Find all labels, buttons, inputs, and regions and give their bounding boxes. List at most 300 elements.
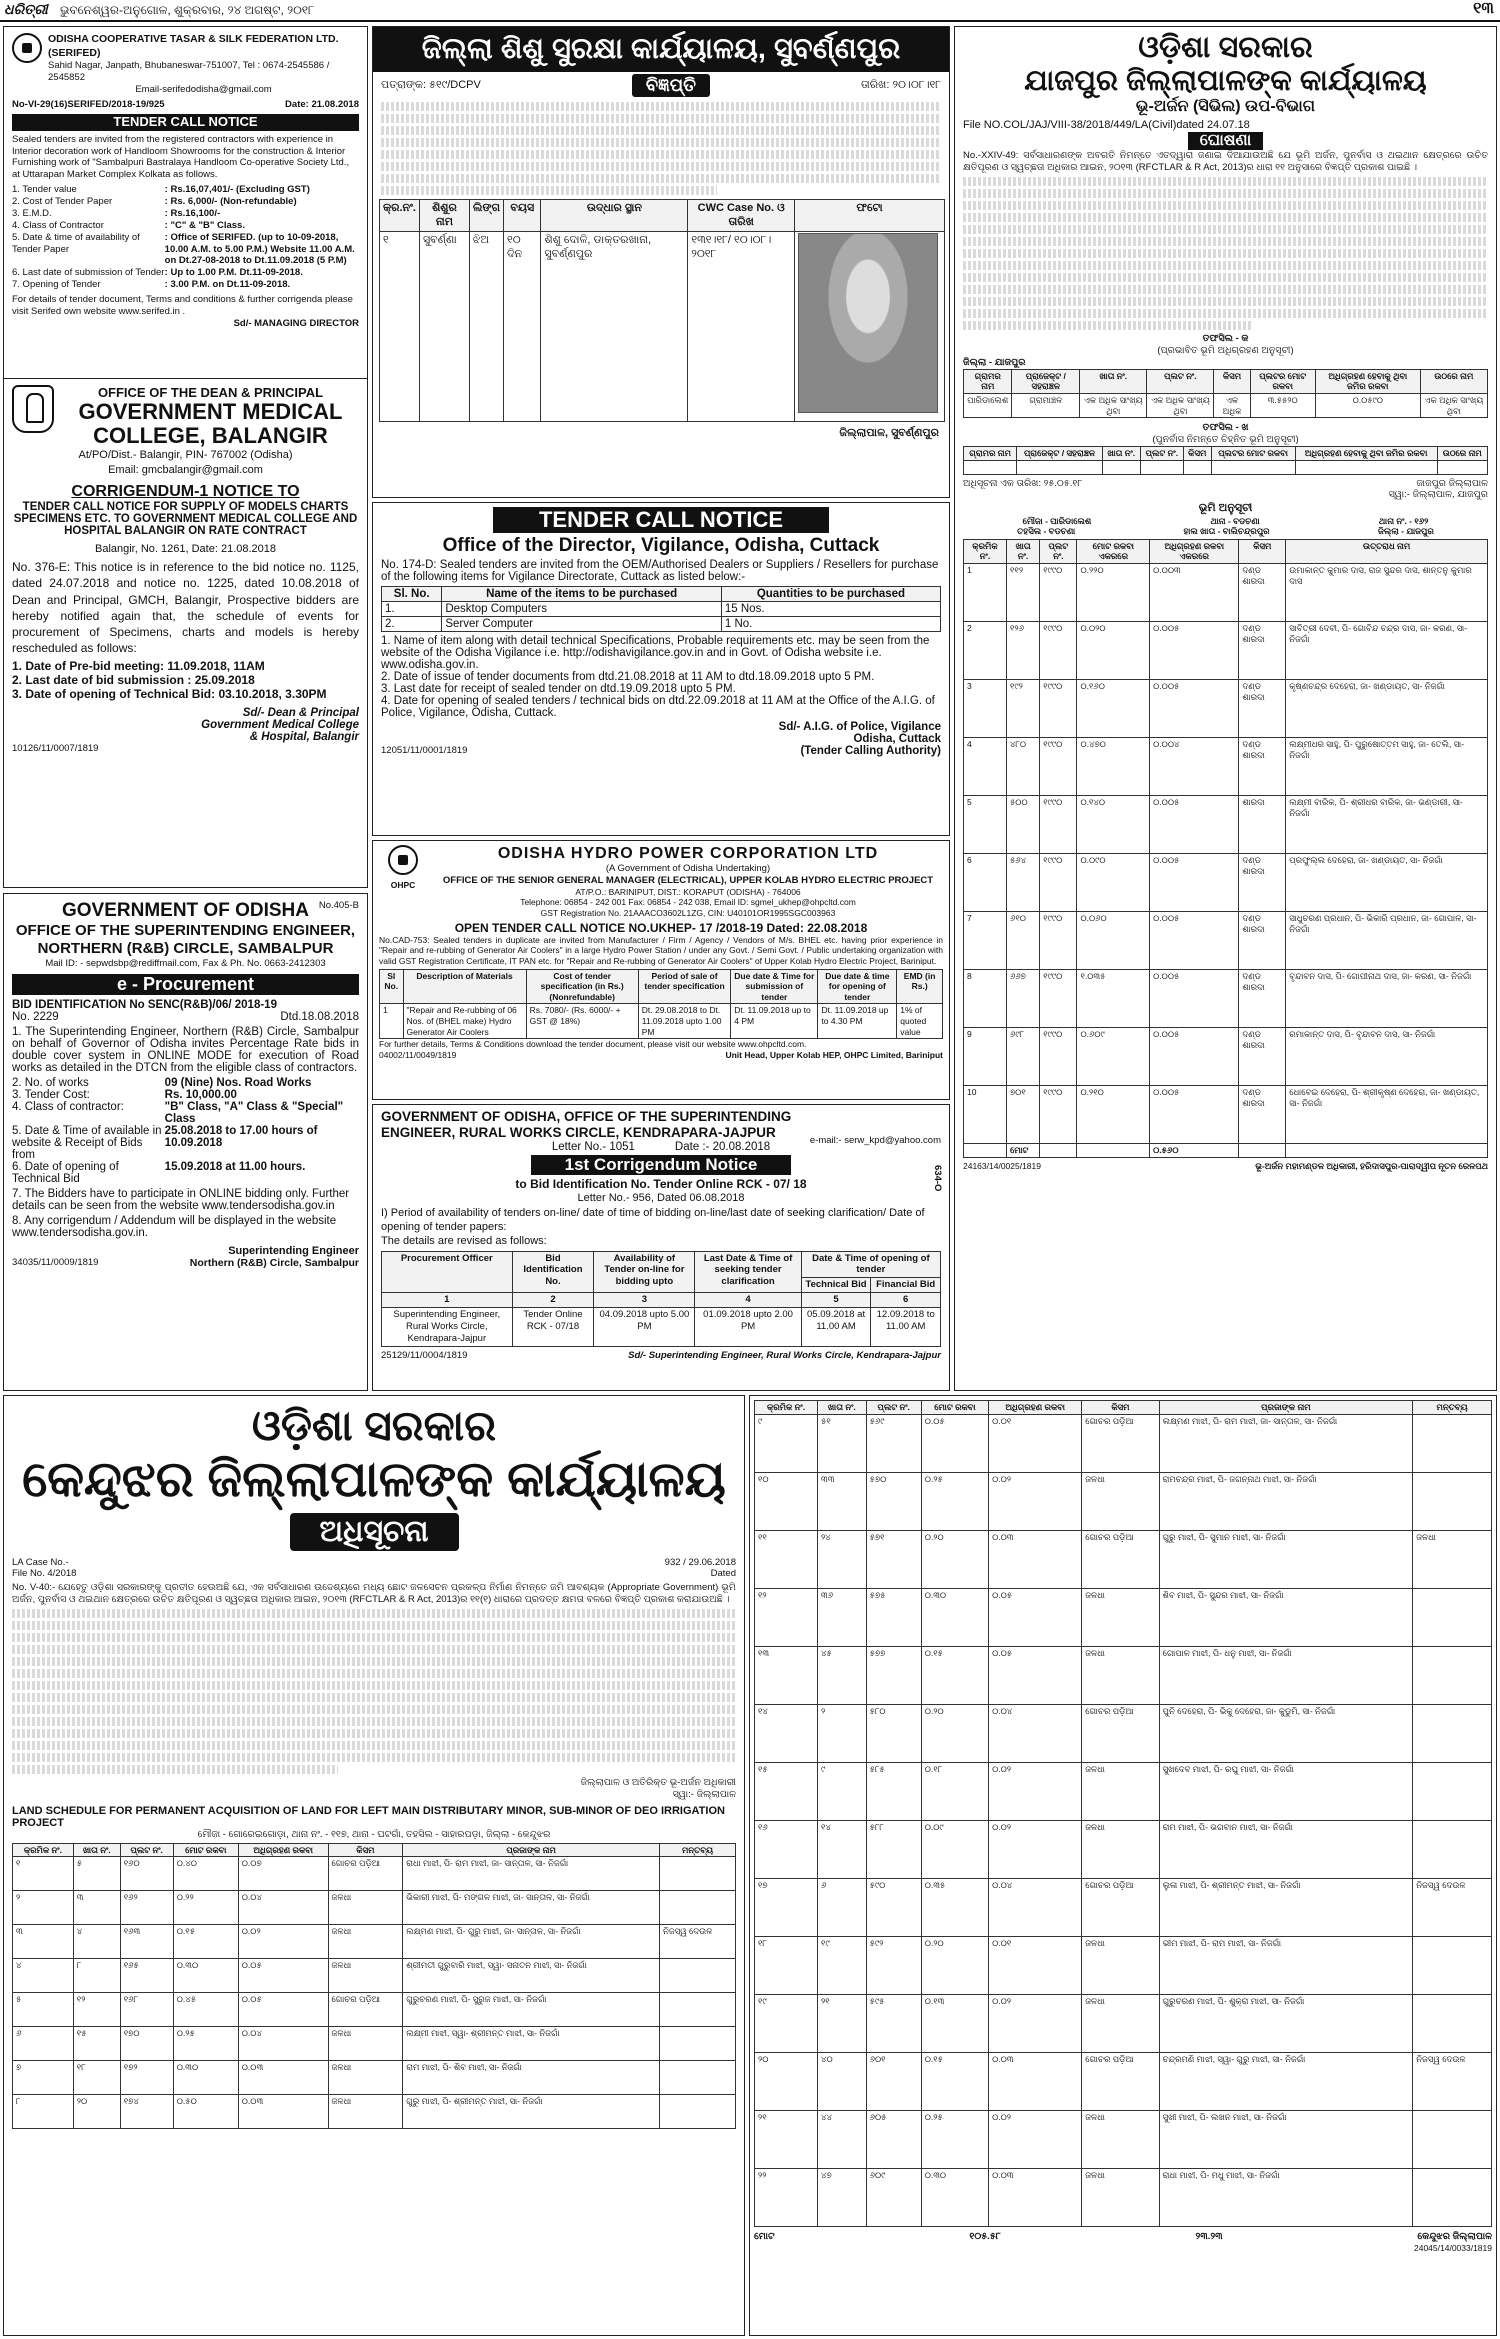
- ohpc-header: Period of sale of tender specification: [638, 969, 731, 1004]
- jajpur-t1-cell: ଏକ ଅଧିକ ସାଂଖ୍ୟ ଥିବା: [1147, 393, 1214, 417]
- vig-row-cell: Desktop Computers: [442, 602, 722, 617]
- rb-code: 34035/11/0009/1819: [12, 1256, 99, 1268]
- jajpur-t1-cell: ଏକ ଅଧିକ ସାଂଖ୍ୟ ଥିବା: [1420, 393, 1487, 417]
- rw-col-number: 2: [512, 1293, 594, 1308]
- jajpur-land-cell: ୫୬୪: [1006, 854, 1039, 912]
- ohpc-code: 04002/11/0049/1819: [379, 1049, 457, 1060]
- keonjhar-cell: ଲକ୍ଷ୍ମଣ ମାଝୀ, ପି- ଗୁରୁ ମାଝୀ, ଜା- ସାନ୍ତାଳ, ସା- ନିଜଗାଁ: [403, 1925, 660, 1959]
- rw-cell: Tender Online RCK - 07/18: [512, 1308, 594, 1347]
- keonjhar-right-cell: ଲୁଳା ମାଝୀ, ପି- ଶ୍ରୀମନ୍ତ ମାଝୀ, ସା- ନିଜଗାଁ: [1159, 1878, 1413, 1936]
- rw-cell: 04.09.2018 upto 5.00 PM: [594, 1308, 695, 1347]
- keonjhar-right-cell: [1413, 1762, 1492, 1820]
- keonjhar-cell: ରାଧା ମାଝୀ, ପି- ରାମ ମାଝୀ, ଜା- ସାନ୍ତାଳ, ସା- ନିଜଗାଁ: [403, 1857, 660, 1891]
- keonjhar-code: 24045/14/0033/1819: [1414, 2242, 1492, 2253]
- vig-code: 12051/11/0001/1819: [381, 745, 468, 756]
- jajpur-land-cell: ରମାକାନ୍ତ ଦାସ, ପି- ବୃନ୍ଦାବନ ଦାସ, ସା- ନିଜଗାଁ: [1286, 1028, 1488, 1086]
- keonjhar-signer: ଜିଲ୍ଲାପାଳ ଓ ଅତିରିକ୍ତ ଭୂ-ଅର୍ଜନ ଅଧିକାରୀ: [580, 1777, 736, 1788]
- masthead-brand: ଧରିତ୍ରୀ: [4, 1, 48, 17]
- keonjhar-right-cell: [1413, 1472, 1492, 1530]
- rb-sign-2: Northern (R&B) Circle, Sambalpur: [189, 1256, 359, 1269]
- vig-sign-2: Odisha, Cuttack: [853, 733, 941, 745]
- keonjhar-right-cell: ଜଳଧା: [1082, 1994, 1159, 2052]
- keonjhar-body-lines: [12, 1609, 736, 1774]
- rb-item: [12, 1101, 359, 1125]
- keonjhar-cell: ୮: [73, 1959, 120, 1993]
- keonjhar-right-cell: ପୁନି ଦେହେରା, ପି- ଭିକୁ ଦେହେରା, ଜା- କୁଡୁମି, ସା- ନିଜଗାଁ: [1159, 1704, 1413, 1762]
- keonjhar-right-cell: ୯: [818, 1762, 867, 1820]
- keonjhar-dated: Dated: [710, 1568, 736, 1580]
- keonjhar-right-row: [755, 1414, 1492, 1472]
- child-photo: [795, 231, 945, 421]
- jajpur-land-cell: ୧.୦୩୫: [1077, 970, 1150, 1028]
- vig-header: Quantities to be purchased: [721, 587, 940, 602]
- jajpur-land-cell: ୧୨୬: [1006, 622, 1039, 680]
- keonjhar-right-cell: ୧୧: [755, 1530, 818, 1588]
- serifed-item-value: : 3.00 P.M. on Dt.11-09-2018.: [164, 279, 291, 291]
- keonjhar-right-cell: ୨: [818, 1704, 867, 1762]
- gmc-address: At/PO/Dist.- Balangir, PIN- 767002 (Odisha): [78, 449, 293, 462]
- rw-banner: 1st Corrigendum Notice: [531, 1155, 791, 1175]
- jajpur-land-serial: 4: [964, 738, 1007, 796]
- keonjhar-right-cell: ୦.୨୦: [921, 1704, 988, 1762]
- keonjhar-header: ଖାତା ନଂ.: [73, 1843, 120, 1857]
- keonjhar-right-cell: ରାଧା ମାଝୀ, ପି- ମଧୁ ମାଝୀ, ସା- ନିଜଗାଁ: [1159, 2168, 1413, 2226]
- jajpur-land-cell: ଦଣ୍ଡ ଶାରଦା: [1239, 970, 1286, 1028]
- rb-item: [12, 1089, 359, 1101]
- keonjhar-cell: ୧୬୮: [120, 1993, 173, 2027]
- keonjhar-cell: [660, 1959, 736, 1993]
- jajpur-thana-no: ଥାନା ନଂ. - ୧୬୨: [1378, 515, 1429, 526]
- jajpur-t1-cell: ଏକ ଅଧିକ: [1214, 393, 1250, 417]
- keonjhar-right-cell: ଗୋଚର ପଡ଼ିଆ: [1082, 1530, 1159, 1588]
- jajpur-land-cell: ୧୯୯୦: [1040, 622, 1077, 680]
- gmc-body: No. 376-E: This notice is in reference to the bid notice no. 1125, dated 24.07.2018 and notice no. 1225, dated 10.08.2018 of Dean and Principal, GMCH, Balangir, Prospective bidders are hereby notified again that, the schedule of events for procurement of Specimens, charts and models is hereby rescheduled as follows:: [12, 560, 359, 656]
- rb-item: [12, 1125, 359, 1161]
- keonjhar-cell: [660, 2027, 736, 2061]
- keonjhar-right-row: [755, 2110, 1492, 2168]
- keonjhar-right-header: ଅଧିଗ୍ରହଣ ରକବା: [989, 1401, 1082, 1415]
- jajpur-land-cell: [1239, 1144, 1286, 1158]
- keonjhar-cell: ଭିକାରୀ ମାଝୀ, ପି- ମଙ୍ଗଳ ମାଝୀ, ଜା- ସାନ୍ତାଳ, ସା- ନିଜଗାଁ: [403, 1891, 660, 1925]
- jajpur-land-cell: ବୃନ୍ଦାବନ ଦାସ, ପି- ଗୋପୀନାଥ ଦାସ, ଜା- କରଣ, ସା- ନିଜଗାଁ: [1286, 970, 1488, 1028]
- serifed-item-key: 4. Class of Contractor: [12, 219, 104, 231]
- serifed-item-value: : "C" & "B" Class.: [164, 219, 245, 231]
- keonjhar-row: [13, 1959, 736, 1993]
- rb-item-key: 3. Tender Cost:: [12, 1088, 90, 1101]
- jajpur-t1-header: ଖାତା ନଂ.: [1080, 369, 1147, 393]
- jajpur-land-cell: ୦.୬୦୯: [1077, 1028, 1150, 1086]
- jajpur-land-cell: [1040, 1144, 1077, 1158]
- jajpur-land-cell: ୬୬୭: [1006, 970, 1039, 1028]
- keonjhar-cell: ୧୬୦: [120, 1857, 173, 1891]
- keonjhar-right-cell: [1413, 1994, 1492, 2052]
- gmc-title-1: GOVERNMENT MEDICAL: [78, 399, 343, 424]
- jajpur-district: ଜିଲ୍ଲା - ଯାଜପୁର: [1377, 526, 1434, 537]
- gmc-events: [12, 659, 359, 701]
- jajpur-t2-header: ପ୍ଲଟର ମୋଟ ରକବା: [1211, 446, 1295, 460]
- serifed-ref: No-VI-29(16)SERIFED/2018-19/925: [12, 98, 165, 110]
- keonjhar-cell: ଜଳଧା: [328, 1891, 403, 1925]
- keonjhar-right-cell: ୪୦: [818, 2052, 867, 2110]
- rw-sign: Sd/- Superintending Engineer, Rural Works Circle, Kendrapara-Jajpur: [628, 1349, 941, 1361]
- keonjhar-row: [13, 1993, 736, 2027]
- jajpur-land-serial: 3: [964, 680, 1007, 738]
- keonjhar-right-cell: ୫୭୭: [866, 1646, 921, 1704]
- keonjhar-right-cell: ୧୪: [755, 1704, 818, 1762]
- keonjhar-right-cell: ୦.୩୫: [921, 1878, 988, 1936]
- keonjhar-total-label: ମୋଟ: [754, 2230, 775, 2242]
- ohpc-cell: Dt. 29.08.2018 to Dt. 11.09.2018 upto 1.00 PM: [638, 1004, 731, 1039]
- ohpc-office: OFFICE OF THE SENIOR GENERAL MANAGER (ELECTRICAL), UPPER KOLAB HYDRO ELECTRIC PROJECT: [442, 874, 934, 886]
- rb-mail: Mail ID: - sepwdsbp@rediffmail.com, Fax & Ph. No. 0663-2412303: [45, 958, 326, 969]
- jajpur-land-cell: ୦.୦୦୫: [1150, 622, 1239, 680]
- keonjhar-right-cell: ୦.୦୧: [989, 1414, 1082, 1472]
- vig-point: 4. Date for opening of sealed tenders / technical bids on dtd.22.09.2018 at 11 AM at the Office of the A.I.G. of Police, Vigilance, Odisha, Cuttack.: [381, 695, 935, 719]
- keonjhar-cell: [660, 1891, 736, 1925]
- keonjhar-total-2: ୨୩.୨୩: [1195, 2230, 1223, 2242]
- rw-title: GOVERNMENT OF ODISHA, OFFICE OF THE SUPERINTENDING ENGINEER, RURAL WORKS CIRCLE, KENDRAPARA-JAJPUR: [381, 1109, 792, 1141]
- keonjhar-right-cell: ୫୬୯: [866, 1414, 921, 1472]
- gmc-email: Email: gmcbalangir@gmail.com: [108, 463, 263, 476]
- jajpur-land-cell: ଦଣ୍ଡ ଶାରଦା: [1239, 622, 1286, 680]
- jajpur-land-cell: ଦଣ୍ଡ ଶାରଦା: [1239, 738, 1286, 796]
- jajpur-land-total-row: [964, 1144, 1488, 1158]
- jajpur-t2-cell: [964, 460, 1017, 474]
- jajpur-land-cell: ୧୯୯୦: [1040, 970, 1077, 1028]
- keonjhar-sign-footer: କେନ୍ଦୁଝର ଜିଲ୍ଲାପାଳ: [1417, 2230, 1492, 2242]
- jajpur-land-cell: ସାବିତ୍ରୀ ଦେବୀ, ପି- ଗୋବିନ୍ଦ ଚନ୍ଦ୍ର ଦାସ, ଜା- କରଣ, ସା- ନିଜଗାଁ: [1286, 622, 1488, 680]
- keonjhar-cell: ୦.୦୩: [238, 2061, 328, 2095]
- vig-row: [382, 602, 941, 617]
- vig-header: Sl. No.: [382, 587, 442, 602]
- keonjhar-right-cell: ଗୋଚର ପଡ଼ିଆ: [1082, 2052, 1159, 2110]
- jajpur-land-cell: [1077, 1144, 1150, 1158]
- jajpur-table2-label: ତଫସିଲ - ଖ: [1202, 422, 1249, 434]
- keonjhar-right-cell: ୨୧: [818, 1994, 867, 2052]
- jajpur-land-serial: 9: [964, 1028, 1007, 1086]
- ohpc-table: [379, 969, 943, 1040]
- dcpu-header: ଫଟୋ: [795, 200, 945, 232]
- keonjhar-right-cell: ୫୮୫: [866, 1762, 921, 1820]
- ohpc-cell: Dt. 11.09.2018 up to 4.30 PM: [818, 1004, 897, 1039]
- keonjhar-right-cell: ୦.୦୨: [989, 1472, 1082, 1530]
- jajpur-thana: ଥାନା - ବଡଚଣା: [1210, 515, 1260, 526]
- jajpur-t2-cell: [1295, 460, 1437, 474]
- vig-sign-1: Sd/- A.I.G. of Police, Vigilance: [778, 721, 941, 733]
- jajpur-land-header: ଅଧିଗ୍ରହଣ ରକବା ଏକରରେ: [1150, 539, 1239, 563]
- jajpur-land-cell: ୦.୧୪୦: [1077, 796, 1150, 854]
- keonjhar-cell: ୧୮: [73, 2061, 120, 2095]
- keonjhar-right-cell: ୦.୨୦: [921, 1936, 988, 1994]
- keonjhar-right-row: [755, 1994, 1492, 2052]
- keonjhar-schedule-title: LAND SCHEDULE FOR PERMANENT ACQUISITION OF LAND FOR LEFT MAIN DISTRIBUTARY MINOR, SUB-MINOR OF DEO IRRIGATION PROJECT: [12, 1804, 725, 1829]
- keonjhar-right-cell: ୦.୩୦: [921, 1588, 988, 1646]
- jajpur-t2-header: ଅଧିଗ୍ରହଣ ହେବାକୁ ଥିବା ଜମିର ରକବା: [1295, 446, 1437, 460]
- keonjhar-right-cell: ୦.୦୩: [989, 2052, 1082, 2110]
- keonjhar-cell: ଜଳଧା: [328, 2027, 403, 2061]
- serifed-org: ODISHA COOPERATIVE TASAR & SILK FEDERATION LTD. (SERIFED): [48, 33, 339, 59]
- jajpur-date-line: ଅଧିସୂଚନା ଏକ ତାରିଖ: ୨୫.୦୫.୧୮: [963, 477, 1083, 489]
- ohpc-cell: 1: [380, 1004, 404, 1039]
- jajpur-land-cell: [1286, 1144, 1488, 1158]
- keonjhar-right-cell: ୧୬: [755, 1820, 818, 1878]
- keonjhar-row: [13, 2061, 736, 2095]
- jajpur-table1-label: ତଫସିଲ - କ: [1202, 333, 1249, 345]
- gmc-corrigendum: CORRIGENDUM-1 NOTICE TO: [71, 482, 300, 500]
- keonjhar-right-cell: ଚନ୍ଦ୍ରମଣି ମାଝୀ, ସ୍ୱା- ଗୁରୁ ମାଝୀ, ସା- ନିଜଗାଁ: [1159, 2052, 1413, 2110]
- keonjhar-right-row: [755, 1936, 1492, 1994]
- rw-table: [381, 1251, 941, 1347]
- serifed-banner: TENDER CALL NOTICE: [12, 114, 359, 131]
- dcpu-notice: [372, 26, 950, 498]
- rb-bid: BID IDENTIFICATION No SENC(R&B)/06/ 2018-19: [12, 998, 277, 1011]
- rb-p1: 1. The Superintending Engineer, Northern (R&B) Circle, Sambalpur on behalf of Governor of Odisha invites Percentage Rate bids in double cover system in ONLINE MODE for execution of Road works as detailed in the DTCN from the eligible class of contractors.: [12, 1025, 359, 1074]
- keonjhar-right-header: ମୋଟ ରକବା: [921, 1401, 988, 1415]
- jajpur-t2-cell: [1437, 460, 1487, 474]
- rw-col-number: 4: [695, 1293, 801, 1308]
- rb-item-key: 6. Date of opening of Technical Bid: [12, 1160, 119, 1185]
- keonjhar-right-cell: ଲକ୍ଷ୍ମଣ ମାଝୀ, ପି- ରାମ ମାଝୀ, ଜା- ସାନ୍ତାଳ, ସା- ନିଜଗାଁ: [1159, 1414, 1413, 1472]
- rb-items: [12, 1077, 359, 1185]
- keonjhar-right-row: [755, 1704, 1492, 1762]
- dcpu-cell: ସୁବର୍ଣ୍ଣା: [420, 231, 470, 421]
- keonjhar-right-cell: ରାମଚନ୍ଦ୍ର ମାଝୀ, ପି- ଜଗନ୍ନାଥ ମାଝୀ, ସା- ନିଜଗାଁ: [1159, 1472, 1413, 1530]
- vig-point: 2. Date of issue of tender documents from dtd.21.08.2018 at 11 AM to dtd.18.09.2018 upto 5 PM.: [381, 671, 875, 683]
- jajpur-land-cell: ୪୮୦: [1006, 738, 1039, 796]
- serifed-items: [12, 184, 359, 291]
- gmc-notice: [3, 378, 368, 888]
- jajpur-land-cell: [964, 1144, 1007, 1158]
- keonjhar-right-cell: ନିଜସ୍ୱ ଦେଉଳ: [1413, 1878, 1492, 1936]
- keonjhar-right-cell: ଜଳଧା: [1082, 1646, 1159, 1704]
- dcpu-body: [373, 102, 949, 195]
- jajpur-land-table: [963, 539, 1488, 1158]
- serifed-item: [12, 208, 359, 220]
- ohpc-cell: Rs. 7080/- (Rs. 6000/- + GST @ 18%): [526, 1004, 638, 1039]
- jajpur-mouza: ମୌଜା - ପାରିଡାଲେଶ: [1022, 515, 1092, 526]
- rw-header: Last Date & Time of seeking tender clarification: [695, 1251, 801, 1293]
- gmc-event: 3. Date of opening of Technical Bid: 03.10.2018, 3.30PM: [12, 687, 327, 702]
- jajpur-t1-cell: ୩.୫୫୨୦: [1250, 393, 1315, 417]
- jajpur-office: ଯାଜପୁର ଜିଲ୍ଲାପାଳଙ୍କ କାର୍ଯ୍ୟାଳୟ: [1024, 65, 1427, 97]
- rb-item: [12, 1077, 359, 1089]
- jajpur-t1-header: ପ୍ଲଟ ନଂ.: [1147, 369, 1214, 393]
- jajpur-land-cell: ୦.୨୨୦: [1077, 564, 1150, 622]
- keonjhar-cell: ୦.୪୦: [173, 1857, 238, 1891]
- keonjhar-right-cell: ୦.୦୨: [989, 1820, 1082, 1878]
- gmc-office: OFFICE OF THE DEAN & PRINCIPAL: [97, 385, 324, 400]
- serifed-item: [12, 232, 359, 268]
- keonjhar-cell: ୨୦: [73, 2095, 120, 2129]
- jajpur-table1-sub: (ପ୍ରଭାବିତ ଭୂମି ଅଧିଗ୍ରହଣ ଅନୁସୂଚୀ): [1157, 344, 1294, 356]
- jajpur-land-cell: ୧୯୯୦: [1040, 564, 1077, 622]
- gmc-code: 10126/11/0007/1819: [12, 743, 99, 755]
- rw-cell: Superintending Engineer, Rural Works Circle, Kendrapara-Jajpur: [382, 1308, 513, 1347]
- gmc-sign-3: & Hospital, Balangir: [249, 731, 359, 744]
- jajpur-land-cell: ୫୦୦: [1006, 796, 1039, 854]
- jajpur-land-header: ମୋଟ ରକବା ଏକରରେ: [1077, 539, 1150, 563]
- ohpc-header: Sl No.: [380, 969, 404, 1004]
- keonjhar-right-cell: ସୁଖୀ ମାଝୀ, ପି- ଲଖନ ମାଝୀ, ସା- ନିଜଗାଁ: [1159, 2110, 1413, 2168]
- odisha-emblem-icon: [12, 385, 54, 433]
- keonjhar-right-row: [755, 2168, 1492, 2226]
- jajpur-land-cell: ୦.୪୭୦: [1077, 738, 1150, 796]
- jajpur-land-cell: ୭୦୧: [1006, 1086, 1039, 1144]
- jajpur-t1-cell: ପାରିଡାଲେଶ: [964, 393, 1012, 417]
- jajpur-land-cell: ଦଣ୍ଡ ଶାରଦା: [1239, 1086, 1286, 1144]
- keonjhar-header: ପ୍ରଜାଙ୍କ ନାମ: [403, 1843, 660, 1857]
- jajpur-land-cell: ୧୯୯୦: [1040, 738, 1077, 796]
- keonjhar-right-cell: ୯: [755, 1414, 818, 1472]
- keonjhar-right-cell: ୩୬: [818, 1588, 867, 1646]
- keonjhar-right-cell: [1413, 2168, 1492, 2226]
- keonjhar-cell: ୨: [13, 1891, 74, 1925]
- ohpc-at: AT/P.O.: BARINIPUT, DIST.: KORAPUT (ODISHA) - 764006: [575, 886, 801, 897]
- jajpur-table1-title: ଜିଲ୍ଲା - ଯାଜପୁର: [963, 356, 1026, 368]
- keonjhar-right-cell: ୦.୧୮: [921, 1762, 988, 1820]
- keonjhar-right-cell: ୦.୦୩: [989, 1530, 1082, 1588]
- rb-no2: No. 2229: [12, 1010, 59, 1023]
- keonjhar-gov: ଓଡ଼ିଶା ସରକାର: [251, 1402, 497, 1449]
- keonjhar-header: କିସମ: [328, 1843, 403, 1857]
- keonjhar-cell: ୧୬୫: [120, 1959, 173, 1993]
- keonjhar-cell: ୦.୦୭: [238, 1857, 328, 1891]
- keonjhar-cell: ଲକ୍ଷ୍ମୀ ମାଝୀ, ସ୍ୱା- ଶ୍ରୀମନ୍ତ ମାଝୀ, ସା- ନିଜଗାଁ: [403, 2027, 660, 2061]
- ohpc-banner: OPEN TENDER CALL NOTICE NO.UKHEP- 17 /2018-19 Dated: 22.08.2018: [454, 920, 868, 935]
- vig-header: Name of the items to be purchased: [442, 587, 722, 602]
- dcpu-sign: ଜିଲ୍ଲାପାଳ, ସୁବର୍ଣ୍ଣପୁର: [839, 426, 939, 439]
- jajpur-t1-header: ପ୍ଲଟର ମୋଟ ରକବା: [1250, 369, 1315, 393]
- serifed-item: [12, 196, 359, 208]
- jajpur-intro: No.-XXIV-49: ସର୍ବସାଧାରଣଙ୍କ ଅବଗତି ନିମନ୍ତେ ଏତଦ୍ୱାରା ଜଣାଇ ଦିଆଯାଉଅଛି ଯେ ଭୂମି ଅର୍ଜନ, ପୁନର୍ବାସ ଓ ଥଇଥାନ କ୍ଷେତ୍ରରେ ଉଚିତ କ୍ଷତିପୂରଣ ଓ ସ୍ୱଚ୍ଛତା ଅଧିକାର ଆଇନ, ୨୦୧୩ (RFCTLAR & R Act, 2013)ର ଧାରା ୧୧ ଅନୁସାରେ ବିଜ୍ଞପ୍ତି ପ୍ରକାଶ ପାଇଛି ।: [963, 150, 1488, 174]
- keonjhar-right-row: [755, 1472, 1492, 1530]
- keonjhar-cell: ଜଳଧା: [328, 1925, 403, 1959]
- dcpu-header: CWC Case No. ଓ ତାରିଖ: [688, 200, 795, 232]
- gmc-title-2: COLLEGE, BALANGIR: [93, 423, 328, 449]
- vig-point: 1. Name of item along with detail technical Specifications, Probable requirements etc. may be seen from the website of the Odisha Vigilance i.e. http://odishavigilance.gov.in and in Govt. of Odisha website i.e. www.odisha.gov.in.: [381, 635, 930, 671]
- jajpur-notice: [954, 26, 1497, 1391]
- keonjhar-cell: [660, 2095, 736, 2129]
- keonjhar-cell: ୦.୩୦: [173, 2061, 238, 2095]
- keonjhar-cell: ଗୋଚର ପଡ଼ିଆ: [328, 1993, 403, 2027]
- keonjhar-la-case: LA Case No.-: [12, 1556, 69, 1568]
- jajpur-land-cell: ୬୧୦: [1006, 912, 1039, 970]
- keonjhar-file-no: File No. 4/2018: [12, 1568, 77, 1580]
- keonjhar-schedule-table: [12, 1843, 736, 2130]
- rb-p8: 8. Any corrigendum / Addendum will be displayed in the website www.tendersodisha.gov.in.: [12, 1214, 337, 1239]
- keonjhar-right-cell: ରାମ ମାଝୀ, ପି- ଭଗବାନ ମାଝୀ, ସା- ନିଜଗାଁ: [1159, 1820, 1413, 1878]
- keonjhar-cell: ୦.୩୦: [173, 1959, 238, 1993]
- keonjhar-right-cell: [1413, 2110, 1492, 2168]
- keonjhar-cell: ୦.୦୪: [238, 2027, 328, 2061]
- keonjhar-cell: ୦.୦୪: [238, 1891, 328, 1925]
- ohpc-header: Cost of tender specification (in Rs.) (Nonrefundable): [526, 969, 638, 1004]
- keonjhar-right-cell: ୨୦: [755, 2052, 818, 2110]
- keonjhar-cell: [660, 2061, 736, 2095]
- ohpc-header: Description of Materials: [403, 969, 526, 1004]
- jajpur-notice-label: ଘୋଷଣା: [1188, 132, 1264, 150]
- keonjhar-right-cell: ୦.୦୩: [989, 2168, 1082, 2226]
- vig-row: [382, 617, 941, 632]
- rw-header: Procurement Officer: [382, 1251, 513, 1293]
- jajpur-land-cell: ୦.୦୯୦: [1077, 854, 1150, 912]
- jajpur-dept: ଭୂ-ଅର୍ଜନ (ସିଭିଲ) ଉପ-ବିଭାଗ: [1135, 98, 1316, 115]
- jajpur-land-header: ଉତ୍ତରାଧ ନାମ: [1286, 539, 1488, 563]
- serifed-item-key: 1. Tender value: [12, 184, 77, 196]
- keonjhar-right-cell: ୧୪: [818, 1820, 867, 1878]
- keonjhar-right-cell: ଜଳଧା: [1082, 1820, 1159, 1878]
- keonjhar-total-1: ୧୦୫.୫୮: [969, 2230, 1001, 2242]
- rb-gov: GOVERNMENT OF ODISHA: [61, 900, 309, 921]
- dcpu-table: [379, 199, 945, 422]
- jajpur-land-cell: ୦.୦୦୪: [1150, 738, 1239, 796]
- keonjhar-right-cell: ୦.୦୫: [921, 1414, 988, 1472]
- keonjhar-cell: ୦.୦୨: [238, 1925, 328, 1959]
- dcpu-cell: ଶିଶୁ ଦୋଳି, ଡାକ୍ତରଖାନା, ସୁବର୍ଣ୍ଣପୁର: [541, 231, 688, 421]
- keonjhar-right-cell: [1413, 1704, 1492, 1762]
- keonjhar-cell: ରାମ ମାଝୀ, ପି- ଶିବ ମାଝୀ, ସା- ନିଜଗାଁ: [403, 2061, 660, 2095]
- jajpur-land-serial: 10: [964, 1086, 1007, 1144]
- jajpur-land-cell: ୧୯୯୦: [1040, 680, 1077, 738]
- keonjhar-right-row: [755, 1588, 1492, 1646]
- keonjhar-right-cell: ୦.୦୫: [989, 1646, 1082, 1704]
- jajpur-land-cell: ଦଣ୍ଡ ଶାରଦା: [1239, 564, 1286, 622]
- vig-banner: TENDER CALL NOTICE: [493, 507, 829, 533]
- rb-item-value: 09 (Nine) Nos. Road Works: [164, 1076, 312, 1089]
- jajpur-land-title: ଭୂମି ଅନୁସୂଚୀ: [1198, 502, 1253, 515]
- jajpur-land-cell: ୦.୦୦୫: [1150, 680, 1239, 738]
- jajpur-t2-cell: [1183, 460, 1211, 474]
- keonjhar-right-header: ପ୍ଲଟ ନଂ.: [866, 1401, 921, 1415]
- jajpur-land-cell: ୧୯୯୦: [1040, 1028, 1077, 1086]
- gmc-sign-2: Government Medical College: [201, 719, 359, 732]
- keonjhar-cell: ୧୫: [73, 2027, 120, 2061]
- jajpur-file: File NO.COL/JAJ/VIII-38/2018/449/LA(Civil)dated 24.07.18: [963, 119, 1250, 131]
- ohpc-cell: "Repair and Re-rubbing of 06 Nos. of (BHEL make) Hydro Generator Air Coolers: [403, 1004, 526, 1039]
- rw-point: I) Period of availability of tenders on-line/ date of time of bidding on-line/last date of seeking clarification/ Date of opening of tender papers:: [381, 1206, 925, 1233]
- keonjhar-right-cell: ୨୧: [755, 2110, 818, 2168]
- jajpur-land-row: [964, 912, 1488, 970]
- keonjhar-cell: ଜଳଧା: [328, 2095, 403, 2129]
- rw-header: Availability of Tender on-line for bidding upto: [594, 1251, 695, 1293]
- keonjhar-right-cell: ଗୋପାଳ ମାଝୀ, ପି- ଧନୁ ମାଝୀ, ସା- ନିଜଗାଁ: [1159, 1646, 1413, 1704]
- keonjhar-right-cell: ୫୯୦: [866, 1878, 921, 1936]
- jajpur-table1: [963, 369, 1488, 419]
- jajpur-khata: ହାଲ ଖାତା - ବାଲିଚନ୍ଦ୍ରପୁର: [1183, 526, 1270, 537]
- ohpc-sub: (A Government of Odisha Undertaking): [605, 863, 771, 874]
- keonjhar-row: [13, 1891, 736, 1925]
- keonjhar-right-cell: ୫୭୦: [866, 1472, 921, 1530]
- keonjhar-body: No. V-40:- ଯେହେତୁ ଓଡ଼ିଶା ସରକାରଙ୍କୁ ପ୍ରତୀତ ହେଉଅଛି ଯେ, ଏକ ସର୍ବସାଧାରଣ ଉଦ୍ଦେଶ୍ୟରେ ମଧ୍ୟ ଛୋଟ ଜଳସେଚନ ପ୍ରକଳ୍ପ ନିର୍ମାଣ ନିମନ୍ତେ ଜମି ଆବଶ୍ୟକ (Appropriate Government) ଭୂମି ଅର୍ଜନ, ପୁନର୍ବାସ ଓ ଥଇଥାନ କ୍ଷେତ୍ରରେ ଉଚିତ କ୍ଷତିପୂରଣ ଓ ସ୍ୱଚ୍ଛତା ଅଧିକାର ଆଇନ, ୨୦୧୩ (RFCTLAR & R Act, 2013)ର ୧୧(୧) ଧାରାରେ ପ୍ରଦତ୍ତ କ୍ଷମତା ବଳରେ ବିଜ୍ଞପ୍ତି ପ୍ରକାଶ କରାଯାଉଅଛି ।: [12, 1582, 736, 1606]
- jajpur-land-cell: ୦.୦୬୦: [1077, 912, 1150, 970]
- jajpur-land-row: [964, 564, 1488, 622]
- keonjhar-right-cell: ନିଜସ୍ୱ ଦେଉଳ: [1413, 2052, 1492, 2110]
- rw-letter2: Letter No.- 956, Dated 06.08.2018: [577, 1192, 745, 1205]
- keonjhar-header: ଅଧିଗ୍ରହଣ ରକବା: [238, 1843, 328, 1857]
- jajpur-land-cell: ଦଣ୍ଡ ଶାରଦା: [1239, 1028, 1286, 1086]
- jajpur-land-row: [964, 970, 1488, 1028]
- keonjhar-right-cell: ଜଳଧା: [1082, 1472, 1159, 1530]
- jajpur-land-header: କିସମ: [1239, 539, 1286, 563]
- keonjhar-schedule-continued: [749, 1395, 1497, 2336]
- keonjhar-right-cell: ୧୭: [755, 1878, 818, 1936]
- ohpc-header: Due date & time for opening of tender: [818, 969, 897, 1004]
- keonjhar-right-cell: ୧୮: [755, 1936, 818, 1994]
- vig-point: 3. Last date for receipt of sealed tender on dtd.19.09.2018 upto 5 PM.: [381, 683, 736, 695]
- rw-code: 25129/11/0004/1819: [381, 1349, 468, 1361]
- ohpc-gst: GST Registration No. 21AAACO3602L1ZG, CIN: U40101OR1995SGC003963: [540, 908, 836, 918]
- rw-circle-notice: [372, 1104, 950, 1391]
